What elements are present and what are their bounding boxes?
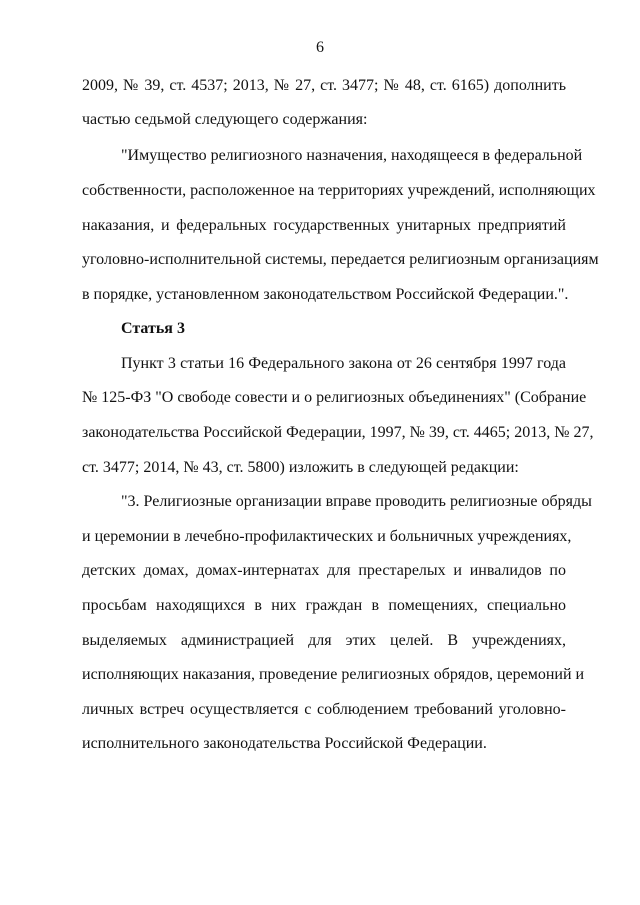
- paragraph-line: Пункт 3 статьи 16 Федерального закона от 26 сентября 1997 года: [121, 355, 566, 372]
- paragraph-line: уголовно-исполнительной системы, передается религиозным организациям: [82, 251, 599, 268]
- paragraph-line: "3. Религиозные организации вправе проводить религиозные обряды: [121, 493, 592, 510]
- paragraph-line: исполнительного законодательства Российской Федерации.: [82, 735, 487, 752]
- paragraph-line: ст. 3477; 2014, № 43, ст. 5800) изложить в следующей редакции:: [82, 459, 519, 476]
- paragraph-line: просьбам находящихся в них граждан в помещениях, специально: [82, 597, 566, 614]
- paragraph-line: законодательства Российской Федерации, 1997, № 39, ст. 4465; 2013, № 27,: [82, 424, 594, 441]
- paragraph-line: наказания, и федеральных государственных унитарных предприятий: [82, 217, 566, 234]
- paragraph-line: частью седьмой следующего содержания:: [82, 111, 368, 128]
- paragraph-line: выделяемых администрацией для этих целей. В учреждениях,: [82, 632, 566, 649]
- paragraph-line: и церемонии в лечебно-профилактических и больничных учреждениях,: [82, 528, 572, 545]
- paragraph-line: в порядке, установленном законодательством Российской Федерации.".: [82, 286, 569, 303]
- paragraph-line: № 125-ФЗ "О свободе совести и о религиозных объединениях" (Собрание: [82, 389, 587, 406]
- paragraph-line: личных встреч осуществляется с соблюдением требований уголовно-: [82, 701, 566, 718]
- article-heading: Статья 3: [121, 320, 185, 337]
- paragraph-line: исполняющих наказания, проведение религиозных обрядов, церемоний и: [82, 666, 585, 683]
- paragraph-line: собственности, расположенное на территориях учреждений, исполняющих: [82, 182, 596, 199]
- paragraph-line: "Имущество религиозного назначения, находящееся в федеральной: [121, 147, 583, 164]
- paragraph-line: 2009, № 39, ст. 4537; 2013, № 27, ст. 3477; № 48, ст. 6165) дополнить: [82, 77, 566, 94]
- page-number: 6: [316, 39, 324, 56]
- paragraph-line: детских домах, домах-интернатах для престарелых и инвалидов по: [82, 562, 566, 579]
